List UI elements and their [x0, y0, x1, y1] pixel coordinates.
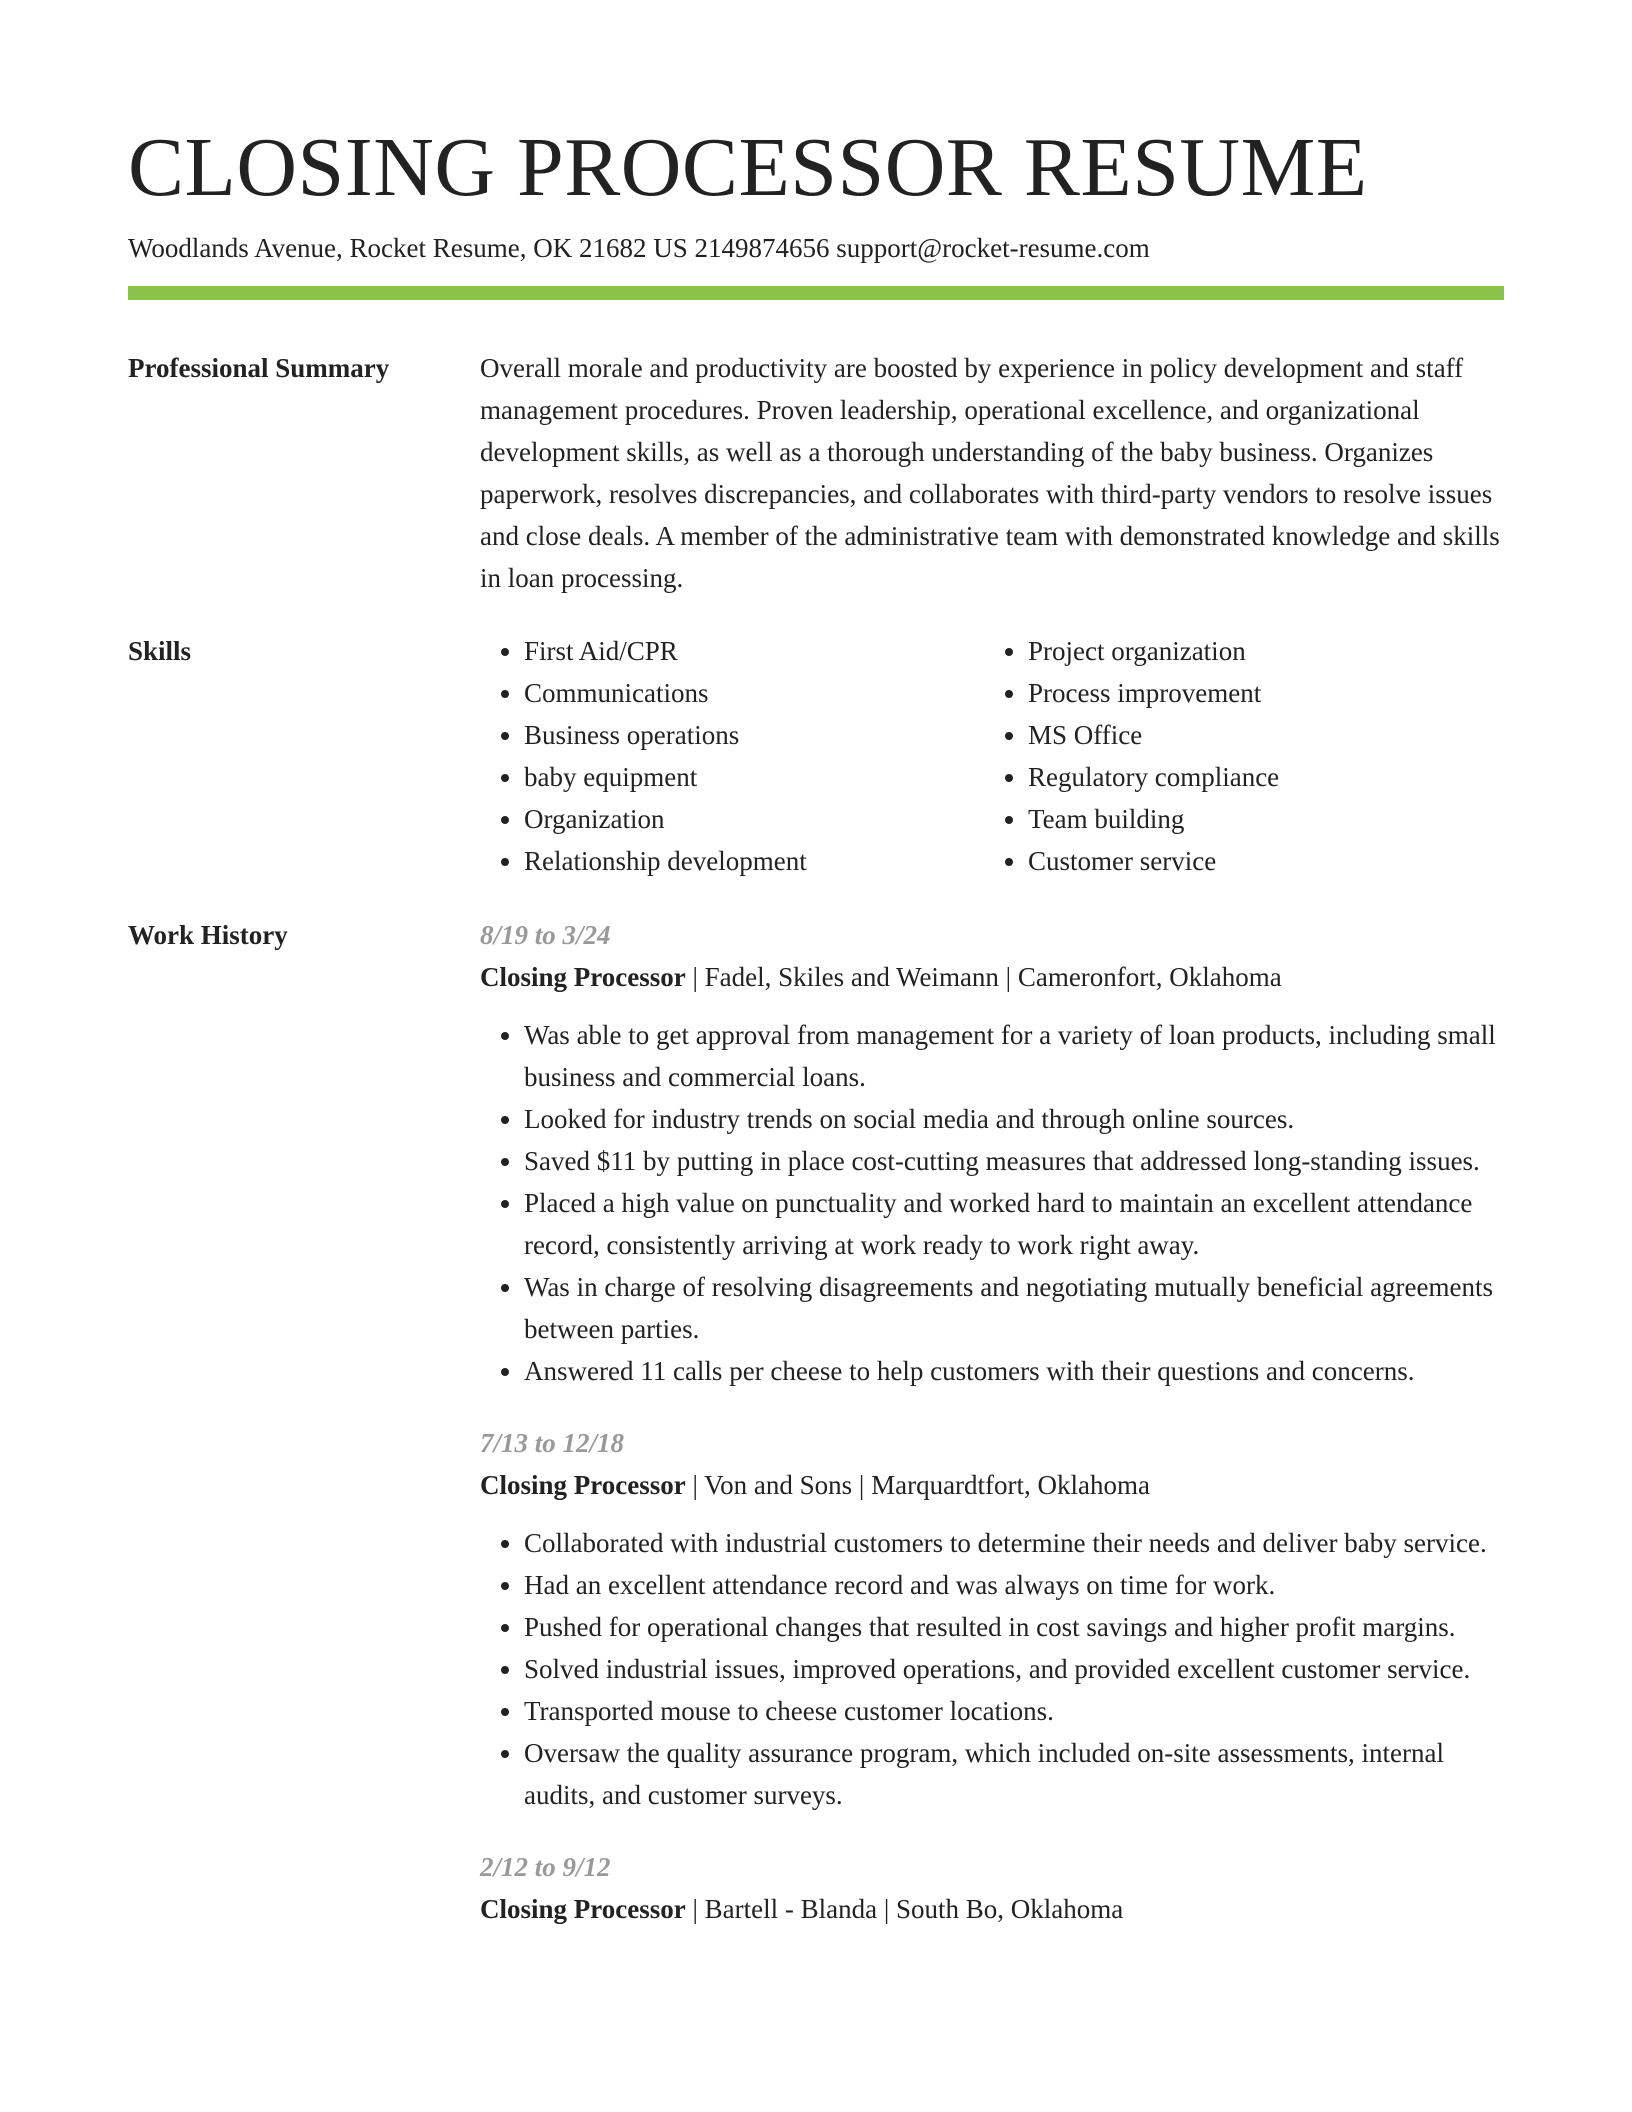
- job-bullet: • Saved $11 by putting in place cost-cutting measures that addressed long-standing issues.: [524, 1140, 1504, 1182]
- job-bullet: • Placed a high value on punctuality and worked hard to maintain an excellent attendance record, consistently arriving at work ready to work right away.: [524, 1182, 1504, 1266]
- job-bullet: • Answered 11 calls per cheese to help customers with their questions and concerns.: [524, 1350, 1504, 1392]
- skill-item: • Customer service: [1028, 840, 1488, 882]
- summary-body: [480, 347, 1504, 599]
- job-title-line: [480, 1464, 1504, 1506]
- job-bullet: • Was able to get approval from management for a variety of loan products, including small business and commercial loans.: [524, 1014, 1504, 1098]
- job-role: Closing Processor: [480, 1470, 686, 1500]
- skill-item: • Communications: [524, 672, 984, 714]
- skill-item: • Organization: [524, 798, 984, 840]
- job-bullet: • Pushed for operational changes that resulted in cost savings and higher profit margins.: [524, 1606, 1504, 1648]
- job-bullet: • Was in charge of resolving disagreements and negotiating mutually beneficial agreements between parties.: [524, 1266, 1504, 1350]
- skills-list-left: [480, 630, 984, 882]
- job-dates: 7/13 to 12/18: [480, 1428, 625, 1458]
- summary-text: Overall morale and productivity are boosted by experience in policy development and staff management procedures. Proven leadership, operational excellence, and organizational development skills, as well as a thorough understanding of the baby business. Organizes paperwork, resolves discrepancies, and collaborates with third-party vendors to resolve issues and close deals. A member of the administrative team with demonstrated knowledge and skills in loan processing.: [480, 353, 1500, 593]
- skill-item: • Project organization: [1028, 630, 1488, 672]
- job-bullet: • Had an excellent attendance record and was always on time for work.: [524, 1564, 1504, 1606]
- skill-item: • MS Office: [1028, 714, 1488, 756]
- job-bullet: • Transported mouse to cheese customer locations.: [524, 1690, 1504, 1732]
- job-bullets: [480, 1522, 1504, 1816]
- skill-item: • Relationship development: [524, 840, 984, 882]
- skill-item: • baby equipment: [524, 756, 984, 798]
- job-entry: [480, 914, 1504, 1392]
- job-bullet: • Looked for industry trends on social media and through online sources.: [524, 1098, 1504, 1140]
- job-role: Closing Processor: [480, 962, 686, 992]
- job-entry: [480, 1422, 1504, 1816]
- skill-item: • Team building: [1028, 798, 1488, 840]
- job-bullet: • Collaborated with industrial customers to determine their needs and deliver baby service.: [524, 1522, 1504, 1564]
- skills-label: Skills: [128, 636, 192, 666]
- job-dates: 8/19 to 3/24: [480, 920, 611, 950]
- skill-item: • First Aid/CPR: [524, 630, 984, 672]
- resume-title: CLOSING PROCESSOR RESUME: [128, 121, 1368, 214]
- skills-body: [480, 630, 1504, 882]
- job-title-line: [480, 956, 1504, 998]
- header-divider: [128, 286, 1504, 300]
- work-history-body: [480, 914, 1504, 1960]
- work-history-label: Work History: [128, 920, 288, 950]
- job-employer-location: | Bartell - Blanda | South Bo, Oklahoma: [685, 1894, 1124, 1924]
- contact-line: Woodlands Avenue, Rocket Resume, OK 21682 US 2149874656 support@rocket-resume.com: [128, 233, 1150, 263]
- job-title-line: [480, 1888, 1504, 1930]
- skill-item: • Regulatory compliance: [1028, 756, 1488, 798]
- job-role: Closing Processor: [480, 1894, 686, 1924]
- summary-label: Professional Summary: [128, 353, 390, 383]
- job-dates: 2/12 to 9/12: [480, 1852, 611, 1882]
- skill-item: • Business operations: [524, 714, 984, 756]
- job-entry: [480, 1846, 1504, 1930]
- job-employer-location: | Von and Sons | Marquardtfort, Oklahoma: [685, 1470, 1150, 1500]
- job-employer-location: | Fadel, Skiles and Weimann | Cameronfort, Oklahoma: [685, 962, 1282, 992]
- skills-list-right: [984, 630, 1488, 882]
- job-bullet: • Oversaw the quality assurance program, which included on-site assessments, internal audits, and customer surveys.: [524, 1732, 1504, 1816]
- job-bullets: [480, 1014, 1504, 1392]
- job-bullet: • Solved industrial issues, improved operations, and provided excellent customer service.: [524, 1648, 1504, 1690]
- skills-columns: [480, 630, 1504, 882]
- skill-item: • Process improvement: [1028, 672, 1488, 714]
